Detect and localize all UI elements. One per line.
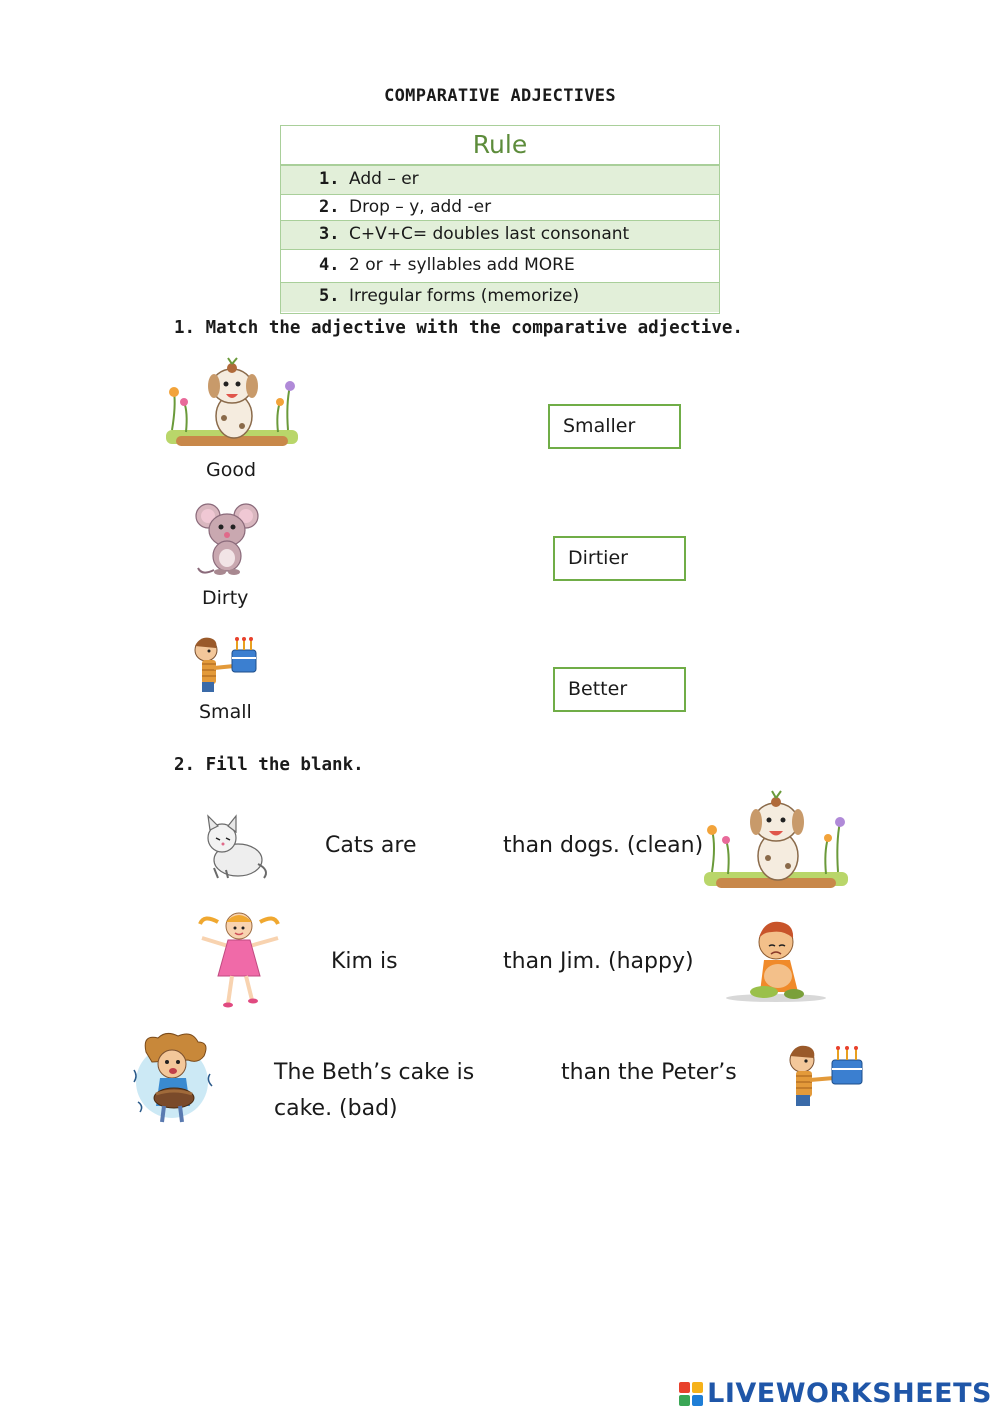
- liveworksheets-logo: [679, 1378, 992, 1409]
- rule-text: Drop – y, add -er: [349, 197, 492, 217]
- answer-box-smaller[interactable]: Smaller: [548, 404, 681, 449]
- sentence-3-before: The Beth’s cake is: [274, 1060, 475, 1085]
- adjective-label: Good: [206, 459, 257, 481]
- logo-square: [692, 1382, 703, 1393]
- mouse-picture: [194, 500, 260, 578]
- answer-box-better[interactable]: Better: [553, 667, 686, 712]
- rule-text: C+V+C= doubles last consonant: [349, 224, 630, 244]
- dog-picture: [162, 356, 302, 448]
- sentence-1-before: Cats are: [325, 833, 417, 858]
- rule-table: [280, 125, 720, 314]
- rule-text: Add – er: [349, 169, 419, 189]
- adjective-label: Dirty: [202, 587, 249, 609]
- exercise-1-heading: 1. Match the adjective with the comparative adjective.: [174, 318, 743, 338]
- rule-text: 2 or + syllables add MORE: [349, 255, 575, 275]
- rule-row: [281, 250, 719, 283]
- girl-picture: [198, 908, 282, 1008]
- liveworksheets-brand: LIVEWORKSHEETS: [707, 1378, 992, 1409]
- sentence-3-continuation: cake. (bad): [274, 1096, 398, 1121]
- sentence-2-after: than Jim. (happy): [503, 949, 694, 974]
- rule-number: 5.: [319, 286, 340, 306]
- sentence-2-before: Kim is: [331, 949, 398, 974]
- rule-row: [281, 195, 719, 221]
- sentence-3-after: than the Peter’s: [561, 1060, 737, 1085]
- exercise-2-heading: 2. Fill the blank.: [174, 755, 364, 775]
- rule-number: 2.: [319, 197, 340, 217]
- rule-row: [281, 166, 719, 195]
- rule-table-header: Rule: [281, 126, 719, 166]
- rule-number: 3.: [319, 224, 340, 244]
- rule-number: 4.: [319, 255, 340, 275]
- answer-box-dirtier[interactable]: Dirtier: [553, 536, 686, 581]
- boy-with-cake-picture: [780, 1040, 866, 1108]
- dog-picture: [700, 786, 852, 892]
- logo-square: [679, 1395, 690, 1406]
- liveworksheets-logo-icon: [679, 1382, 703, 1406]
- rule-row: [281, 221, 719, 250]
- sad-boy-picture: [724, 918, 828, 1004]
- cat-picture: [196, 812, 270, 880]
- messy-girl-with-cake-picture: [128, 1030, 220, 1126]
- rule-number: 1.: [319, 169, 340, 189]
- logo-square: [692, 1395, 703, 1406]
- boy-with-cake-picture: [188, 632, 260, 694]
- rule-row: [281, 283, 719, 312]
- rule-text: Irregular forms (memorize): [349, 286, 580, 306]
- adjective-label: Small: [199, 701, 252, 723]
- logo-square: [679, 1382, 690, 1393]
- page-title: COMPARATIVE ADJECTIVES: [384, 86, 616, 106]
- sentence-1-after: than dogs. (clean): [503, 833, 704, 858]
